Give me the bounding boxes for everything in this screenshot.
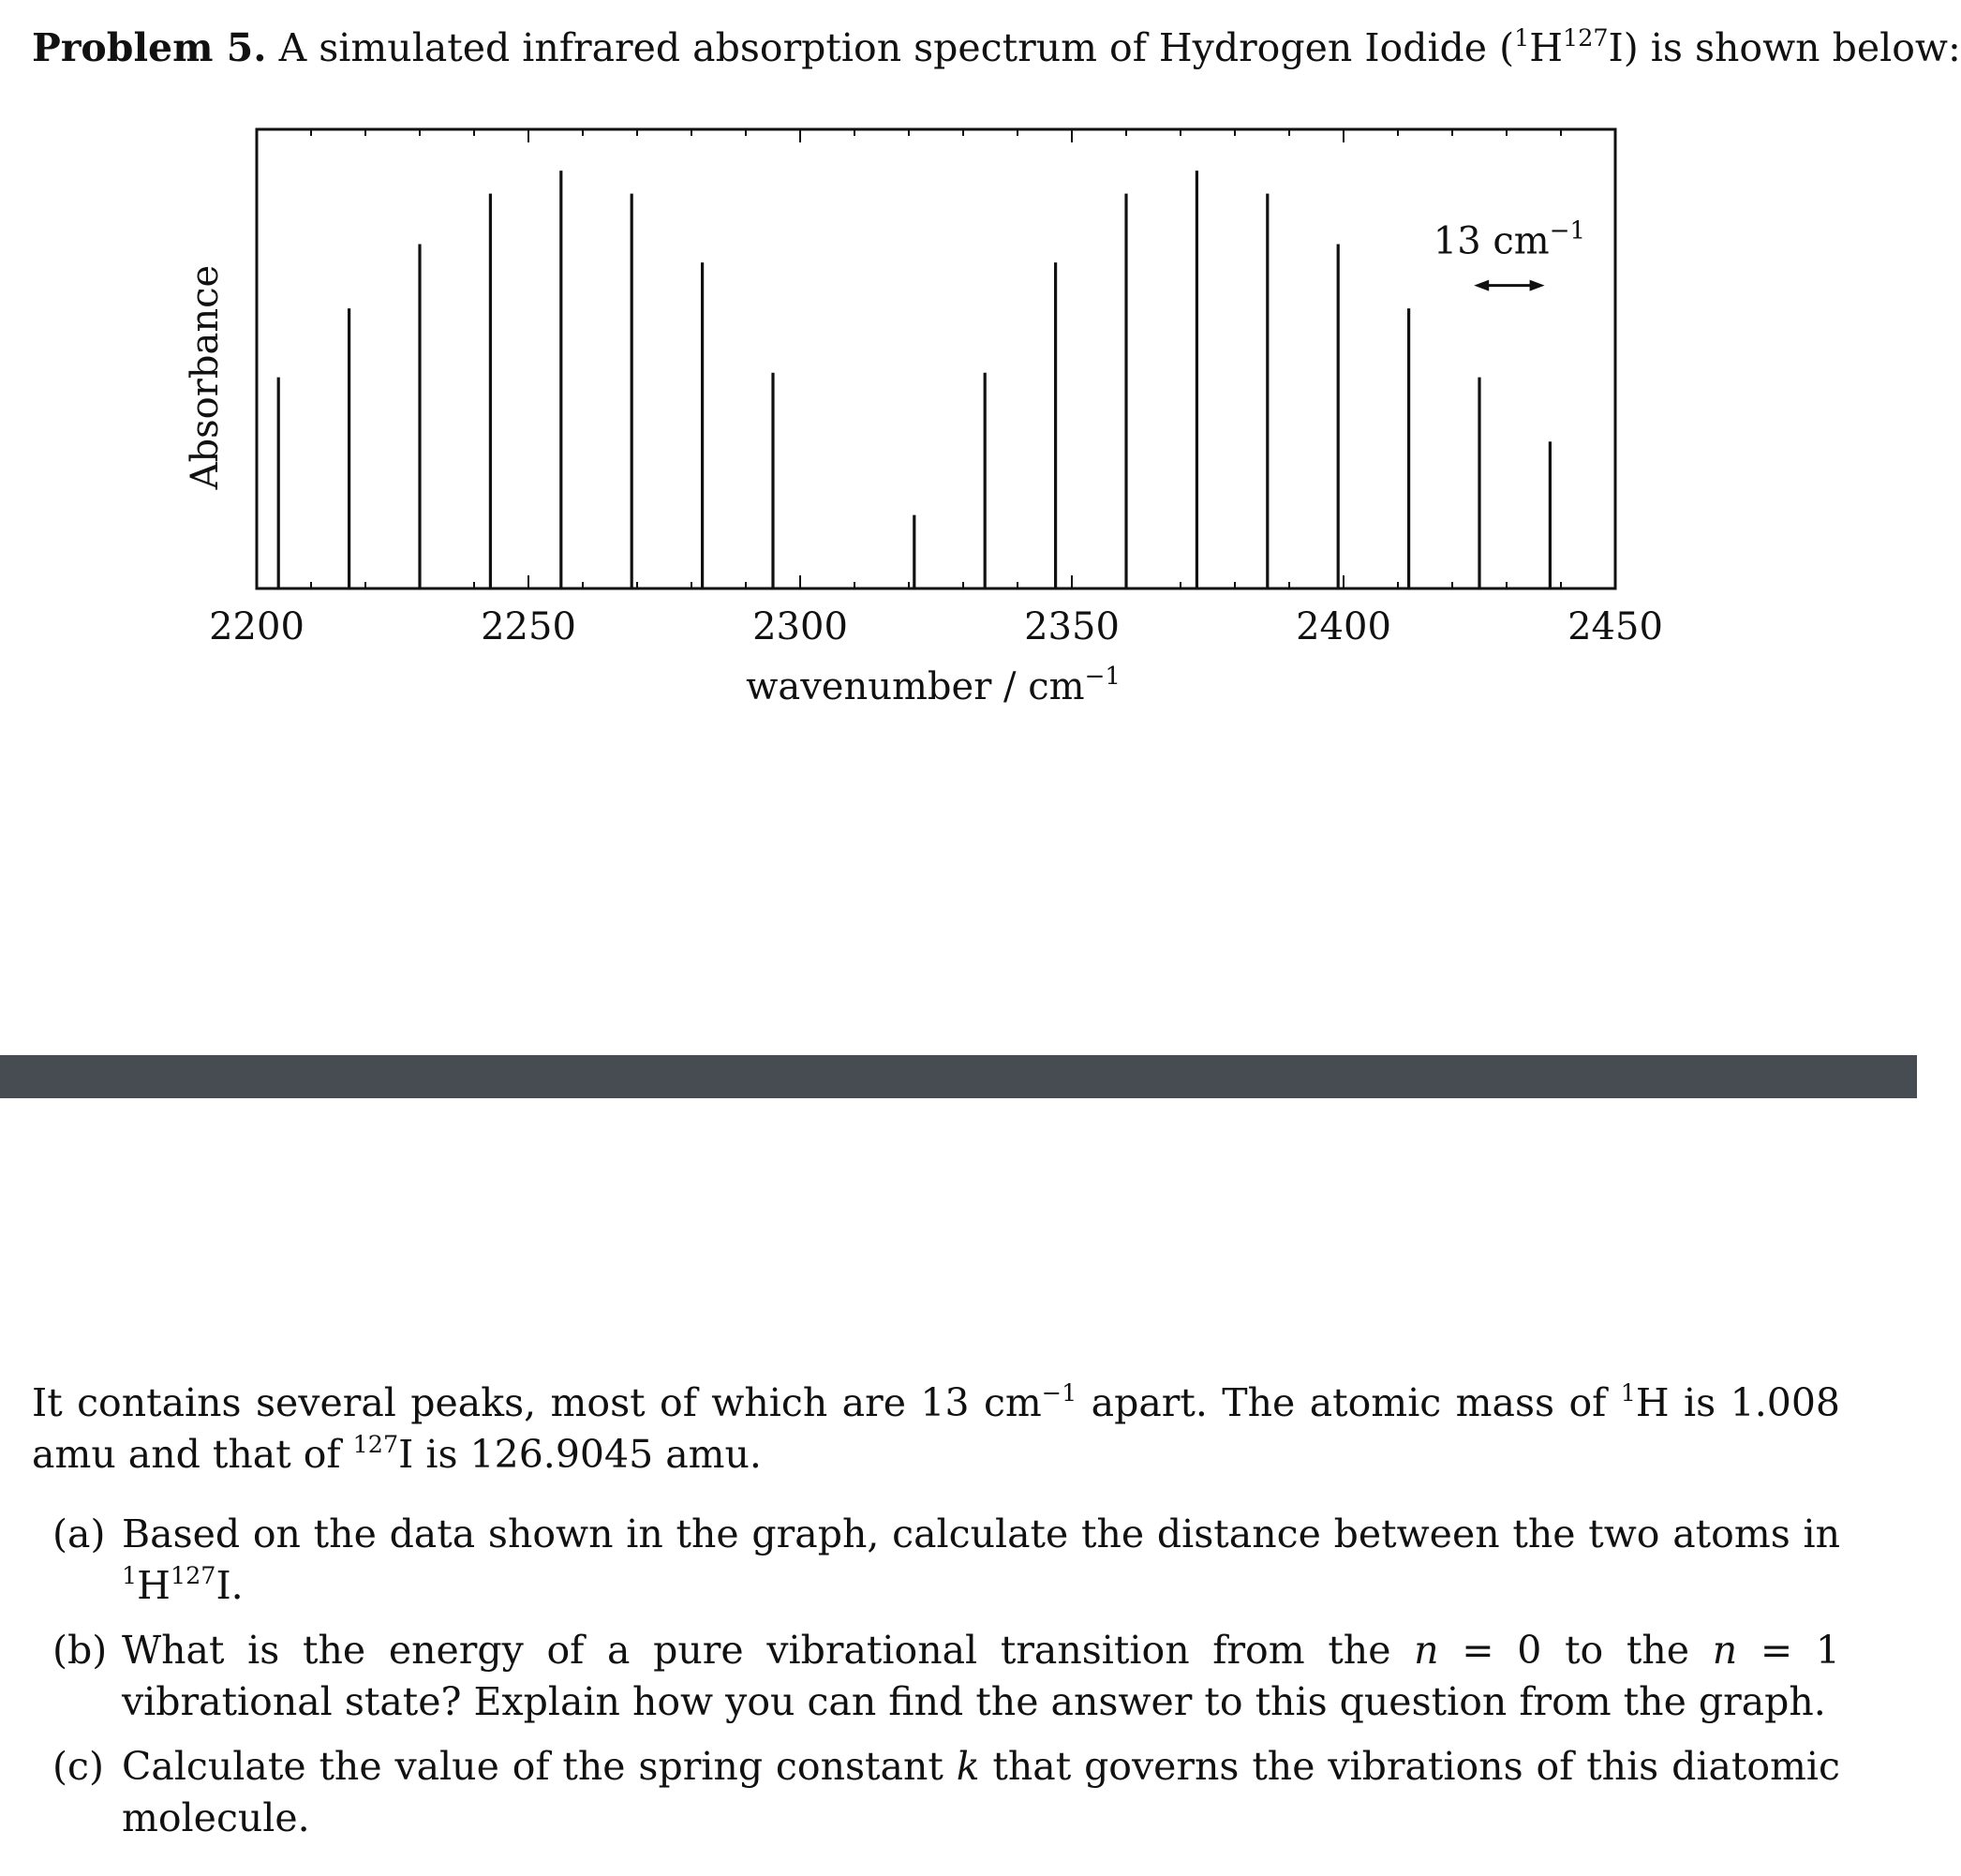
problem-intro: A simulated infrared absorption spectrum of Hydrogen Iodide ( bbox=[278, 25, 1515, 70]
question-c-text-a: Calculate the value of the spring constant bbox=[122, 1744, 957, 1789]
question-a-elem-i: I. bbox=[215, 1563, 244, 1608]
question-a-mass-h: 1 bbox=[122, 1561, 138, 1590]
element-h: H bbox=[1529, 25, 1564, 70]
desc-part-b: apart. The atomic mass of bbox=[1077, 1380, 1621, 1425]
question-list bbox=[32, 1509, 1840, 1857]
desc-mass-h: 1 bbox=[1620, 1378, 1636, 1407]
question-b-text-c: = 1 vibrational state? Explain how you can find the answer to this question from the graph. bbox=[122, 1628, 1840, 1724]
desc-part-a: It contains several peaks, most of which are 13 cm bbox=[32, 1380, 1042, 1425]
spacing-annotation-exponent: −1 bbox=[1549, 216, 1586, 246]
spacing-arrow-left-head bbox=[1474, 280, 1489, 291]
problem-outro: ) is shown below: bbox=[1623, 25, 1961, 70]
ir-spectrum-chart bbox=[178, 112, 1696, 731]
question-b-label: (b) bbox=[52, 1628, 108, 1673]
question-b-var-n2: n bbox=[1712, 1628, 1738, 1673]
question-c bbox=[32, 1741, 1840, 1844]
question-b bbox=[32, 1625, 1840, 1728]
question-a bbox=[32, 1509, 1840, 1612]
desc-part-d: I is 126.9045 amu. bbox=[398, 1432, 762, 1477]
question-c-var-k: k bbox=[956, 1744, 980, 1789]
question-b-text-a: What is the energy of a pure vibrational transition from the bbox=[122, 1628, 1415, 1673]
problem-heading bbox=[32, 21, 1961, 75]
plot-frame bbox=[257, 129, 1615, 588]
mass-number-i: 127 bbox=[1563, 23, 1609, 52]
x-tick-label: 2450 bbox=[1567, 605, 1663, 648]
question-a-label: (a) bbox=[52, 1511, 106, 1556]
question-a-mass-i: 127 bbox=[170, 1561, 216, 1590]
x-tick-label: 2300 bbox=[752, 605, 848, 648]
x-tick-label: 2250 bbox=[481, 605, 576, 648]
x-tick-label: 2200 bbox=[209, 605, 305, 648]
desc-mass-i: 127 bbox=[352, 1430, 399, 1459]
spacing-arrow-right-head bbox=[1530, 280, 1545, 291]
y-axis-label: Absorbance bbox=[184, 264, 227, 490]
spacing-annotation-label: 13 $cm^{-1}$ bbox=[1433, 216, 1586, 263]
element-i: I bbox=[1608, 25, 1624, 70]
x-axis-label: wavenumber / $cm^{-1}$ bbox=[746, 663, 1121, 708]
desc-exp: −1 bbox=[1041, 1378, 1077, 1407]
mass-number-h: 1 bbox=[1514, 23, 1530, 52]
desc-part-c: H is 1.008 amu and that of bbox=[32, 1380, 1840, 1477]
section-divider bbox=[0, 1055, 1917, 1098]
question-c-label: (c) bbox=[52, 1744, 104, 1789]
x-tick-label: 2350 bbox=[1024, 605, 1120, 648]
problem-label: Problem 5. bbox=[32, 25, 267, 70]
problem-description bbox=[32, 1377, 1840, 1481]
question-c-text-b: that governs the vibrations of this diatomic molecule. bbox=[122, 1744, 1840, 1840]
question-a-text: Based on the data shown in the graph, calculate the distance between the two atoms in bbox=[122, 1511, 1840, 1556]
question-a-elem-h: H bbox=[137, 1563, 171, 1608]
x-axis-label-exponent: −1 bbox=[1084, 663, 1121, 691]
question-b-var-n1: n bbox=[1414, 1628, 1439, 1673]
question-b-text-b: = 0 to the bbox=[1438, 1628, 1713, 1673]
x-tick-label: 2400 bbox=[1296, 605, 1391, 648]
